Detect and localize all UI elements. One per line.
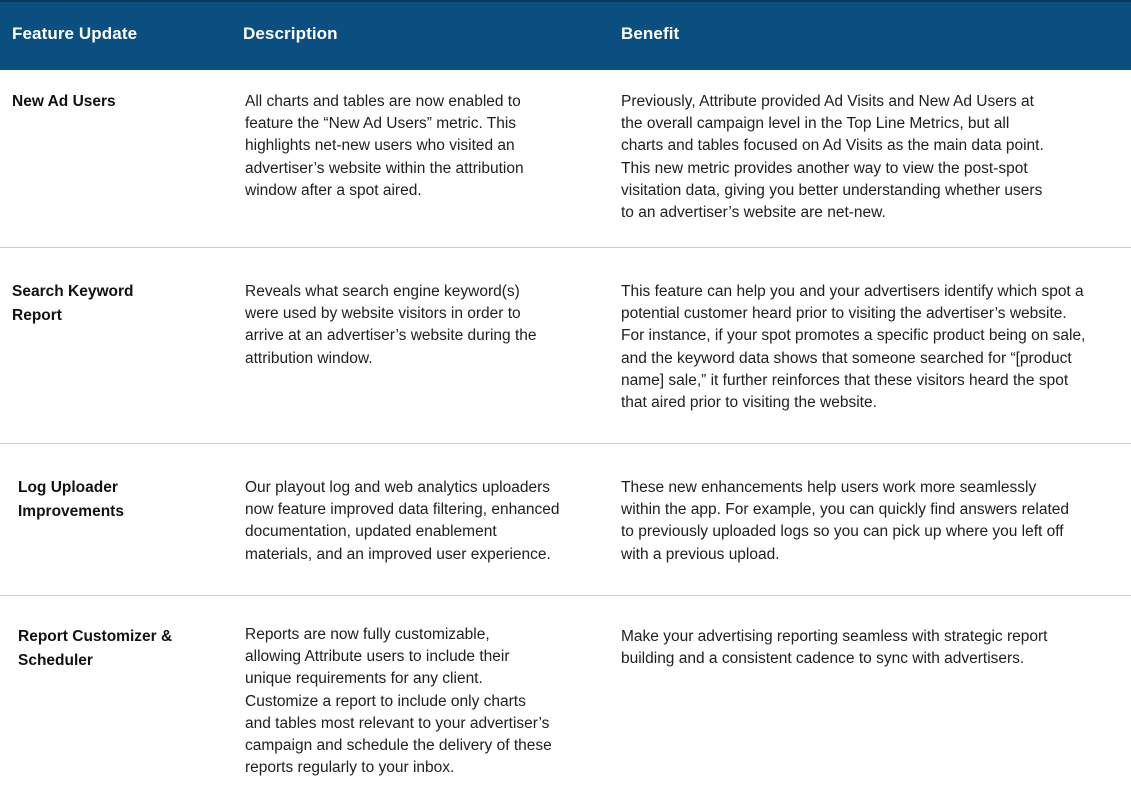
- description-cell: Our playout log and web analytics uploaders now feature improved data filtering, enhanced documentation, updated enablement materials, and an improved user experience.: [245, 479, 560, 563]
- feature-cell: New Ad Users: [12, 93, 116, 110]
- table-header: [0, 0, 1131, 70]
- benefit-cell: Make your advertising reporting seamless with strategic report building and a consistent cadence to sync with advertisers.: [621, 628, 1048, 668]
- feature-cell: Log Uploader Improvements: [18, 479, 124, 520]
- benefit-cell: Previously, Attribute provided Ad Visits and New Ad Users at the overall campaign level in the Top Line Metrics, but all charts and tables focused on Ad Visits as the main data point. This new metric provides another way to view the post-spot visitation data, giving you better understanding whether users to an advertiser’s website are net-new.: [621, 93, 1044, 222]
- benefit-cell: These new enhancements help users work more seamlessly within the app. For example, you can quickly find answers related to previously uploaded logs so you can pick up where you left off with a previous upload.: [621, 479, 1070, 563]
- row-divider: [0, 595, 1131, 596]
- description-cell: Reports are now fully customizable, allowing Attribute users to include their unique requirements for any client. Customize a report to include only charts and tables most relevant to your advertiser’s campaign and schedule the delivery of these reports regularly to your inbox.: [245, 626, 552, 777]
- description-cell: All charts and tables are now enabled to feature the “New Ad Users” metric. This highlights net-new users who visited an advertiser’s website within the attribution window after a spot aired.: [245, 93, 524, 199]
- header-feature-update: Feature Update: [12, 24, 138, 43]
- benefit-cell: This feature can help you and your advertisers identify which spot a potential customer heard prior to visiting the advertiser’s website. For instance, if your spot promotes a specific product being on sale, and the keyword data shows that someone searched for “[product name] sale,” it further reinforces that these visitors heard the spot that aired prior to visiting the website.: [621, 283, 1086, 412]
- description-cell: Reveals what search engine keyword(s) were used by website visitors in order to arrive at an advertiser’s website during the attribution window.: [245, 283, 537, 367]
- header-description: Description: [243, 24, 338, 43]
- row-divider: [0, 247, 1131, 248]
- feature-cell: Report Customizer & Scheduler: [18, 628, 173, 669]
- feature-cell: Search Keyword Report: [12, 283, 134, 324]
- header-benefit: Benefit: [621, 24, 680, 43]
- row-divider: [0, 443, 1131, 444]
